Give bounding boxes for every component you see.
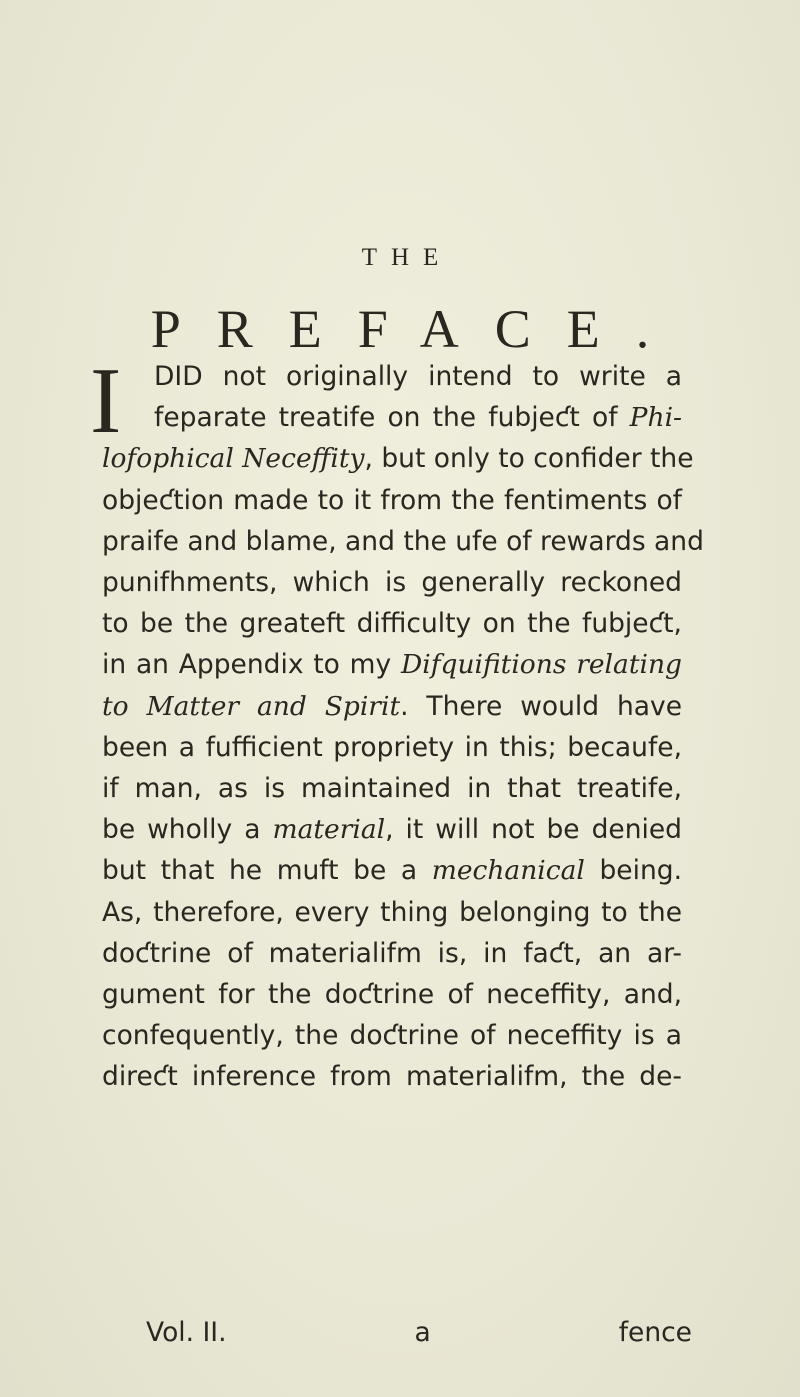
text-segment: feparate treatife on the fubjeƈt of bbox=[154, 402, 630, 434]
text-segment: . There would have bbox=[400, 690, 682, 722]
text-line bbox=[102, 809, 682, 850]
text-segment: doƈtrine of materialifm is, in faƈt, an ar- bbox=[102, 937, 682, 969]
text-line bbox=[102, 727, 682, 768]
text-line bbox=[102, 850, 682, 891]
text-line bbox=[102, 768, 682, 809]
text-segment: confequently, the doƈtrine of neceffity is a bbox=[102, 1020, 682, 1052]
text-line bbox=[102, 562, 682, 603]
text-segment: objeƈtion made to it from the fentiments of bbox=[102, 484, 682, 516]
text-line bbox=[102, 480, 682, 521]
text-line bbox=[102, 933, 682, 974]
text-segment: being. bbox=[584, 855, 682, 887]
text-line bbox=[102, 397, 682, 438]
italic-text: Difquifitions relating bbox=[400, 649, 682, 681]
text-segment: but that he muft be a bbox=[102, 855, 432, 887]
volume-number: Vol. II. bbox=[146, 1317, 227, 1348]
preface-paragraph bbox=[102, 356, 704, 1098]
catchword: fence bbox=[618, 1317, 692, 1348]
text-segment: in an Appendix to my bbox=[102, 649, 401, 681]
text-line bbox=[102, 438, 694, 479]
text-segment: to be the greateft difficulty on the fubjeƈt, bbox=[102, 608, 682, 640]
heading-preface: PREFACE. bbox=[150, 299, 686, 359]
text-line bbox=[102, 1056, 682, 1097]
drop-cap: I bbox=[90, 349, 122, 453]
text-line bbox=[102, 356, 682, 397]
text-segment: praife and blame, and the ufe of rewards and bbox=[102, 525, 704, 557]
text-line bbox=[102, 892, 682, 933]
text-segment: direƈt inference from materialifm, the de- bbox=[102, 1061, 682, 1093]
text-line bbox=[102, 974, 682, 1015]
text-segment: As, therefore, every thing belonging to the bbox=[102, 896, 682, 928]
text-segment: , it will not be denied bbox=[385, 814, 682, 846]
text-line bbox=[102, 644, 682, 685]
text-segment: if man, as is maintained in that treatife, bbox=[102, 773, 682, 805]
text-segment: been a fufficient propriety in this; becaufe, bbox=[102, 731, 682, 763]
text-segment: , but only to confider the bbox=[364, 443, 694, 475]
text-segment: be wholly a bbox=[102, 814, 273, 846]
heading-the: THE bbox=[361, 244, 453, 271]
signature-mark: a bbox=[414, 1317, 431, 1348]
text-line bbox=[102, 603, 682, 644]
italic-text: mechanical bbox=[431, 855, 585, 887]
text-segment: punifhments, which is generally reckoned bbox=[102, 567, 682, 599]
italic-text: lofophical Neceffity bbox=[102, 443, 365, 475]
italic-text: material bbox=[272, 814, 386, 846]
italic-text: to Matter and Spirit bbox=[102, 690, 401, 722]
text-line bbox=[102, 686, 682, 727]
text-line bbox=[102, 521, 704, 562]
page-footer bbox=[146, 1317, 692, 1348]
text-line bbox=[102, 1015, 682, 1056]
text-segment: DID not originally intend to write a bbox=[154, 361, 682, 392]
text-segment: gument for the doƈtrine of neceffity, and, bbox=[102, 979, 682, 1011]
italic-text: Phi- bbox=[629, 402, 682, 434]
